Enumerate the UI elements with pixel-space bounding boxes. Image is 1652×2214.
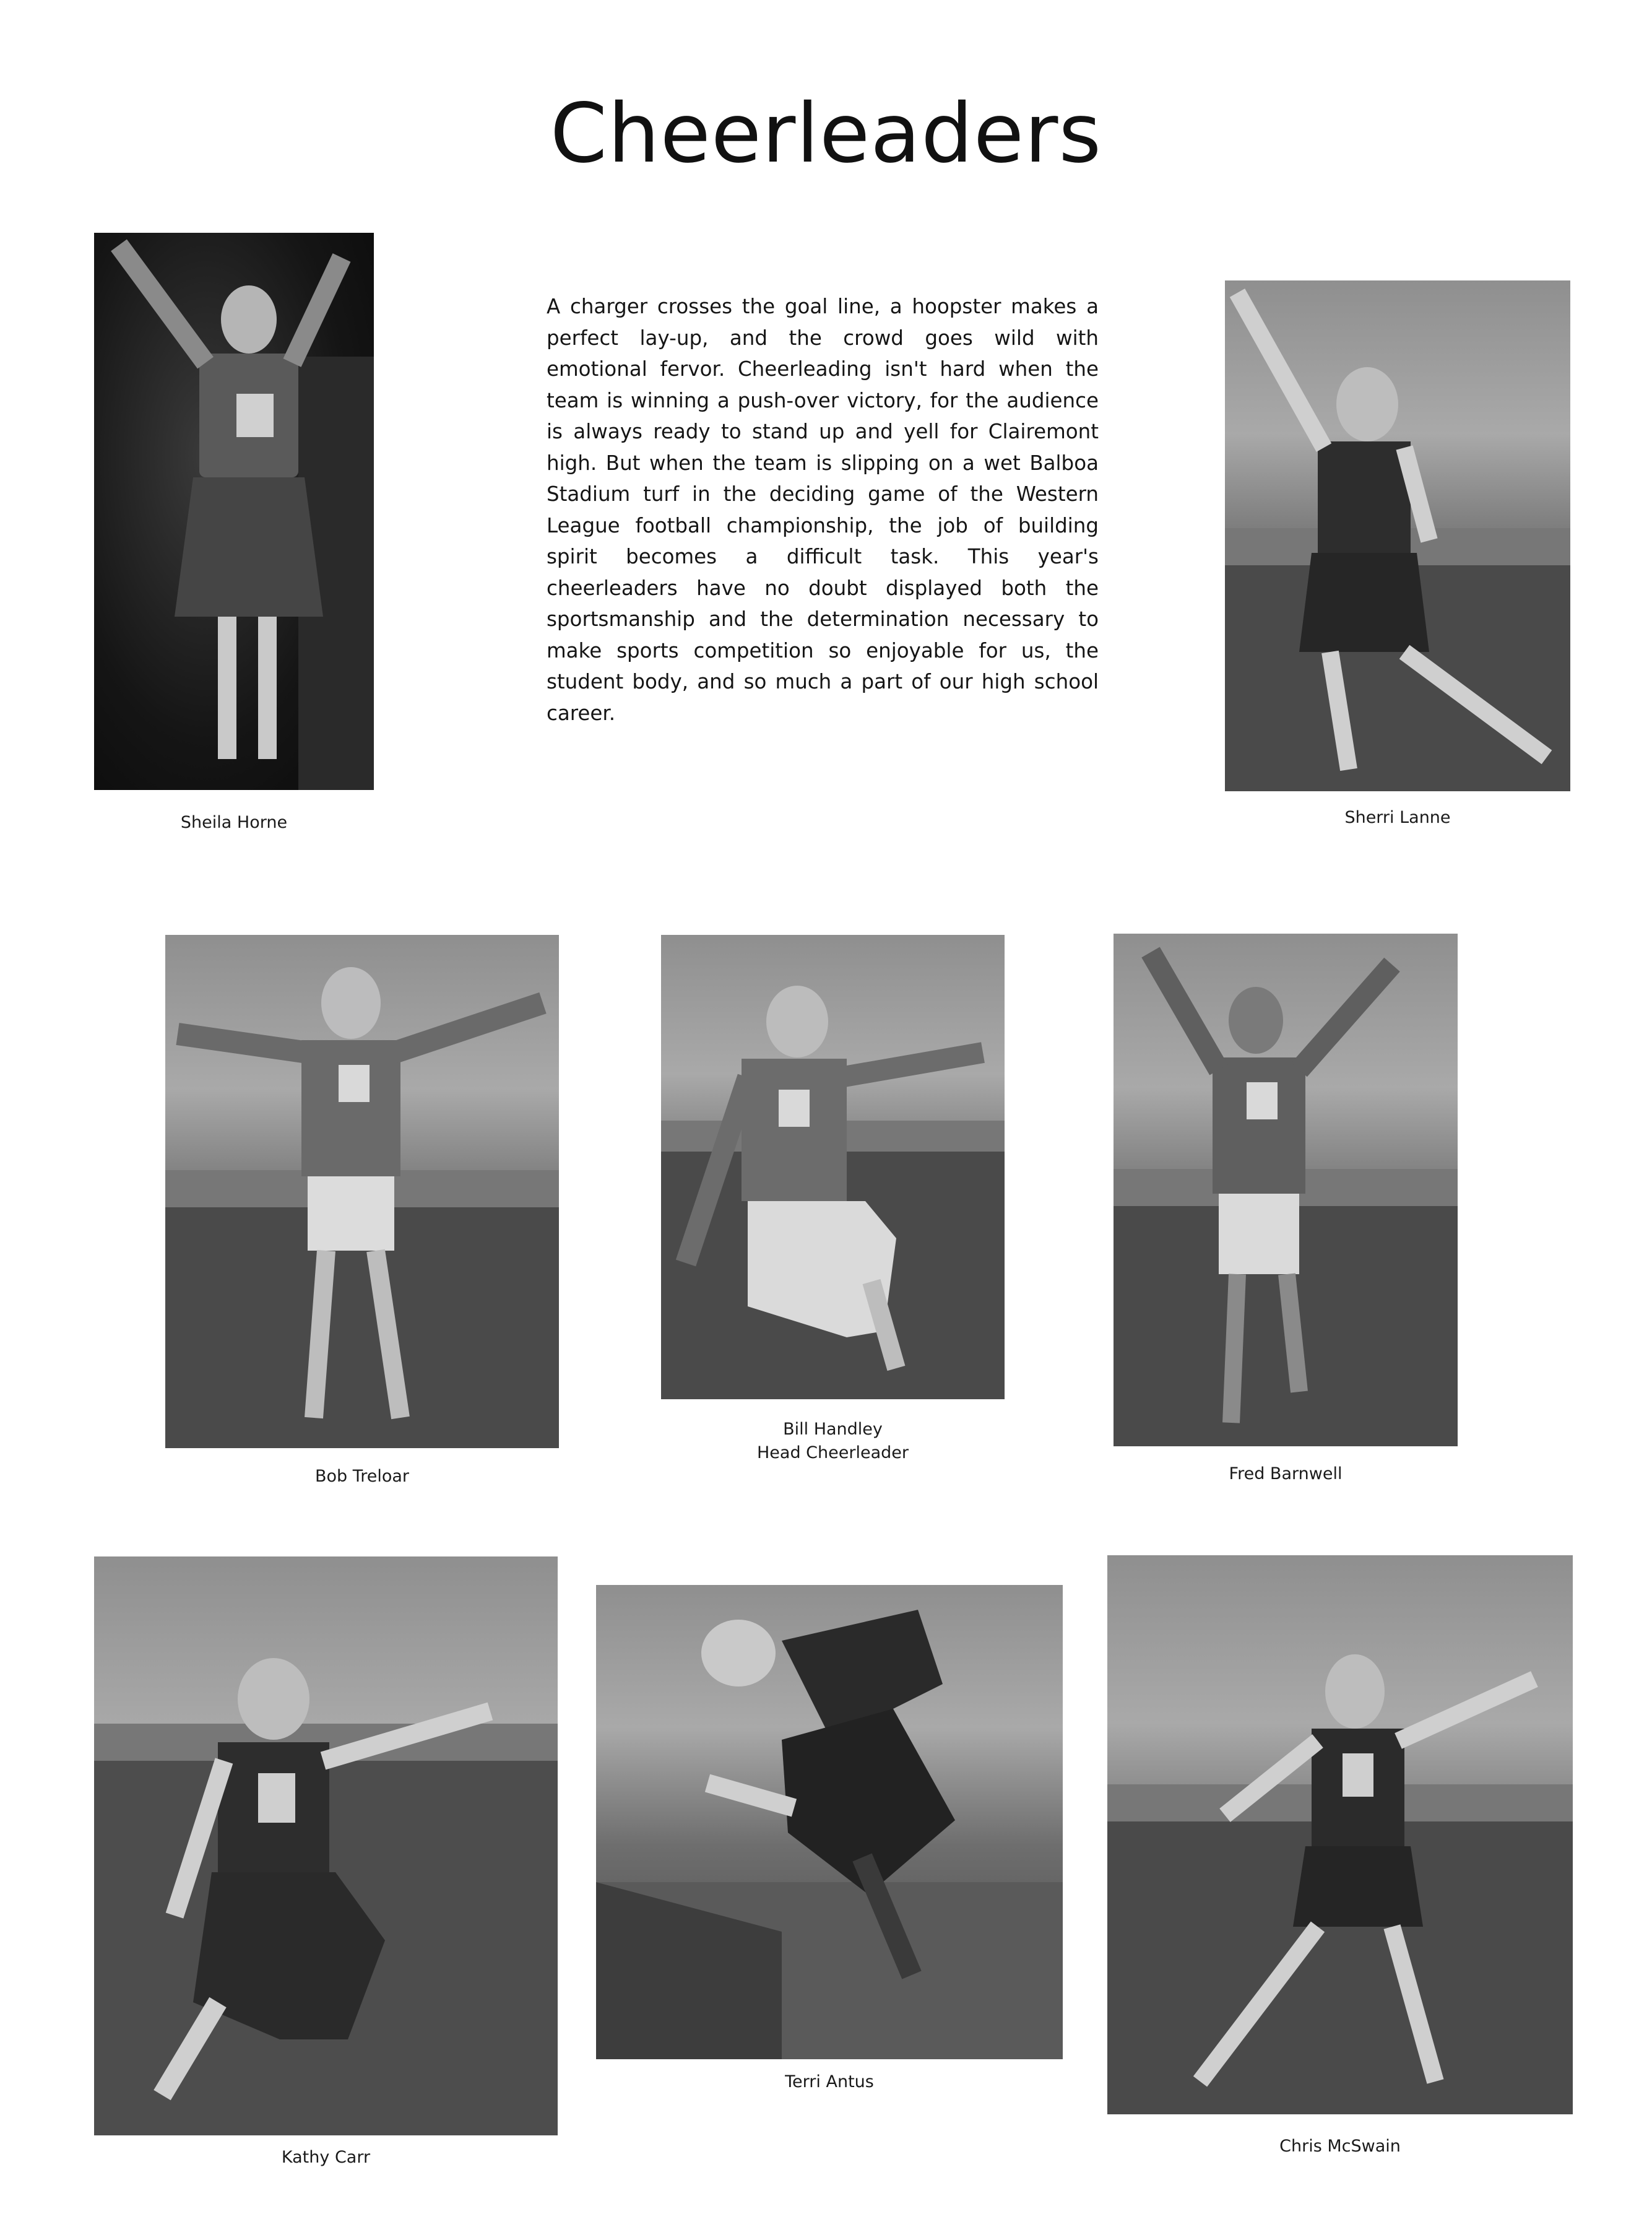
cheerleader-figure-icon — [596, 1585, 1063, 2059]
cheerleader-figure-icon — [94, 233, 374, 790]
cheerleader-figure-icon — [1225, 280, 1570, 791]
photo-fred-barnwell — [1114, 934, 1458, 1446]
cheerleader-figure-icon — [661, 935, 1005, 1399]
photo-sheila-horne — [94, 233, 374, 790]
photo-kathy-carr — [94, 1556, 558, 2135]
cheerleader-figure-icon — [165, 935, 559, 1448]
photo-bill-handley — [661, 935, 1005, 1399]
photo-bob-treloar — [165, 935, 559, 1448]
caption-sheila-horne: Sheila Horne — [180, 813, 288, 832]
caption-bill-handley — [661, 1418, 1005, 1465]
photo-sherri-lanne — [1225, 280, 1570, 791]
caption-kathy-carr: Kathy Carr — [281, 2148, 371, 2167]
caption-sherri-lanne: Sherri Lanne — [1344, 808, 1451, 827]
caption-name: Bill Handley — [783, 1420, 883, 1439]
page-title: Cheerleaders — [550, 86, 1102, 181]
caption-terri-antus: Terri Antus — [785, 2072, 874, 2091]
photo-chris-mcswain — [1107, 1555, 1573, 2114]
intro-paragraph: A charger crosses the goal line, a hoopster makes a perfect lay-up, and the crowd goes wild with emotional fervor. Cheerleading isn't hard when the team is winning a push-over victory, for the audience is always ready to stand up and yell for Clairemont high. But when the team is slipping on a wet Balboa Stadium turf in the deciding game of the Western League football championship, the job of building spirit becomes a difficult task. This year's cheerleaders have no doubt displayed both the sportsmanship and the determination necessary to make sports competition so enjoyable for us, the student body, and so much a part of our high school career. — [547, 295, 1099, 725]
caption-role: Head Cheerleader — [757, 1443, 909, 1462]
caption-bob-treloar: Bob Treloar — [314, 1467, 410, 1486]
caption-fred-barnwell: Fred Barnwell — [1229, 1464, 1343, 1483]
cheerleader-figure-icon — [1114, 934, 1458, 1446]
cheerleader-figure-icon — [1107, 1555, 1573, 2114]
caption-chris-mcswain: Chris McSwain — [1279, 2137, 1401, 2156]
cheerleader-figure-icon — [94, 1556, 558, 2135]
photo-terri-antus — [596, 1585, 1063, 2059]
